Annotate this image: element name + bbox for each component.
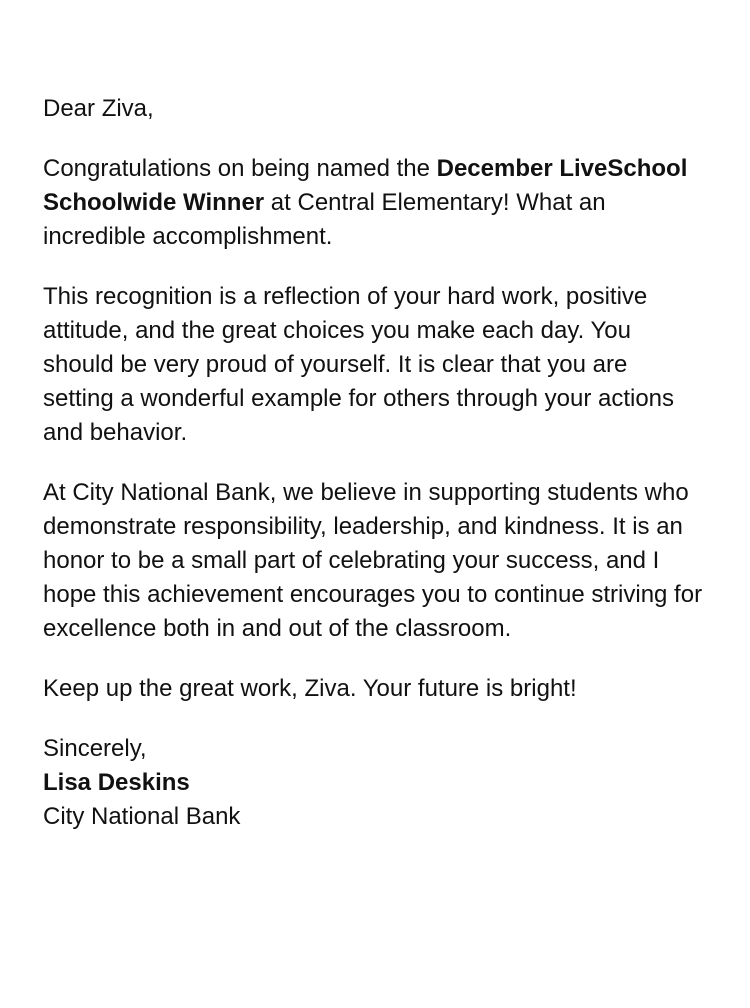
greeting: Dear Ziva, (43, 95, 154, 122)
paragraph-congratulations-tail: at Central Elementary! What an incredible accomplishment. (43, 189, 606, 250)
paragraph-recognition: This recognition is a reflection of your hard work, positive attitude, and the great choices you make each day. You should be very proud of yourself. It is clear that you are setting a wonderful example for others through your actions and behavior. (43, 283, 675, 446)
paragraph-bank: At City National Bank, we believe in supporting students who demonstrate responsibility, leadership, and kindness. It is an honor to be a small part of celebrating your success, and I hope this achievement encourages you to continue striving for excellence both in and out of the classroom. (43, 479, 703, 642)
signer-organization: City National Bank (43, 803, 241, 830)
paragraph-encouragement: Keep up the great work, Ziva. Your future is bright! (43, 675, 577, 702)
signer-name: Lisa Deskins (43, 769, 190, 796)
paragraph-congratulations (43, 152, 703, 254)
signature-block (43, 732, 703, 834)
award-title: December LiveSchool Schoolwide Winner (43, 155, 688, 216)
closing-text: Sincerely, (43, 735, 147, 762)
paragraph-congratulations-lead: Congratulations on being named the (43, 155, 437, 182)
letter-body (43, 92, 703, 834)
